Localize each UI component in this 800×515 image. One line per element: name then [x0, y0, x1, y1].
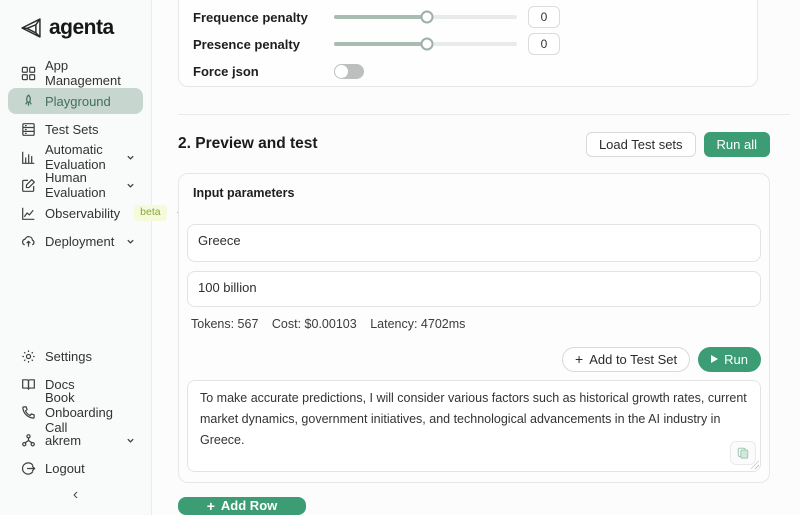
param-label: Frequence penalty	[193, 9, 308, 25]
agenta-logo-icon	[18, 15, 44, 41]
logout-icon	[21, 461, 36, 476]
rocket-icon	[21, 94, 36, 109]
investment-input[interactable]	[187, 271, 761, 307]
sidebar-item-label: Observability	[45, 205, 121, 221]
slider-fill	[334, 42, 427, 46]
sidebar-item-label: Docs	[45, 376, 75, 392]
param-label: Force json	[193, 63, 259, 79]
logo[interactable]	[8, 12, 143, 44]
param-row-presence-penalty	[193, 32, 743, 56]
country-input[interactable]	[187, 224, 761, 262]
page-title: 2. Preview and test	[178, 135, 318, 153]
appstore-icon	[21, 66, 36, 81]
section-divider	[178, 114, 790, 115]
edit-form-icon	[21, 178, 36, 193]
sidebar-item-label: Deployment	[45, 233, 115, 249]
add-row-label: Add Row	[220, 498, 278, 514]
latency-stat: Latency: 4702ms	[370, 316, 466, 331]
add-row-button[interactable]	[178, 497, 306, 515]
main-content	[152, 0, 800, 515]
run-label: Run	[724, 351, 748, 367]
line-chart-icon	[21, 206, 36, 221]
sidebar-item-label: Playground	[45, 93, 111, 109]
sidebar-item-label: App Management	[45, 58, 121, 88]
sidebar-footer	[8, 343, 143, 507]
chevron-down-icon	[126, 153, 135, 162]
frequence-penalty-value-input[interactable]: 0	[528, 6, 560, 28]
plus-icon: +	[206, 497, 215, 514]
frequence-penalty-slider[interactable]	[334, 15, 517, 19]
gear-icon	[21, 349, 36, 364]
run-all-button[interactable]: Run all	[704, 132, 770, 157]
sidebar-collapse-button[interactable]: ‹	[72, 486, 79, 503]
slider-fill	[334, 15, 427, 19]
chevron-down-icon	[126, 181, 135, 190]
cloud-upload-icon	[21, 234, 36, 249]
sidebar-item-automatic-evaluation[interactable]	[8, 144, 143, 170]
database-icon	[21, 122, 36, 137]
sidebar-item-label: Settings	[45, 348, 92, 364]
cost-stat: Cost: $0.00103	[271, 316, 357, 331]
actions-row	[187, 347, 761, 371]
logo-text: agenta	[49, 16, 114, 39]
sidebar-item-app-management[interactable]	[8, 60, 143, 86]
phone-icon	[21, 405, 36, 420]
load-test-sets-button[interactable]: Load Test sets	[586, 132, 696, 157]
add-to-test-set-button[interactable]	[562, 347, 690, 372]
sidebar-item-settings[interactable]	[8, 343, 143, 369]
toggle-knob	[335, 65, 348, 78]
sidebar-item-label: Automatic Evaluation	[45, 142, 106, 172]
sidebar-item-label: Book Onboarding Call	[45, 389, 113, 435]
chevron-down-icon	[126, 237, 135, 246]
param-label: Presence penalty	[193, 36, 300, 52]
sidebar-item-observability[interactable]	[8, 200, 161, 226]
sidebar-item-test-sets[interactable]	[8, 116, 143, 142]
presence-penalty-value-input[interactable]: 0	[528, 33, 560, 55]
plus-icon: +	[575, 351, 584, 368]
bar-chart-icon	[21, 150, 36, 165]
sidebar-item-label: Human Evaluation	[45, 170, 106, 200]
chevron-down-icon	[126, 436, 135, 445]
param-row-frequence-penalty	[193, 5, 743, 29]
sidebar	[0, 0, 161, 515]
textarea-resize-handle[interactable]	[750, 460, 759, 469]
sidebar-item-label: Logout	[45, 460, 85, 476]
slider-handle[interactable]	[421, 11, 434, 24]
sidebar-item-book-onboarding-call[interactable]	[8, 389, 143, 435]
sidebar-item-label: Test Sets	[45, 121, 99, 137]
panel-title: Input parameters	[193, 185, 295, 200]
presence-penalty-slider[interactable]	[334, 42, 517, 46]
sidebar-item-playground[interactable]	[8, 88, 143, 114]
beta-badge: beta	[134, 205, 166, 221]
model-parameters-panel	[178, 0, 758, 87]
run-stats	[191, 317, 761, 330]
input-parameters-panel	[178, 173, 770, 483]
preview-heading-row	[178, 132, 770, 157]
tokens-stat: Tokens: 567	[191, 316, 259, 331]
play-icon	[711, 355, 718, 363]
heading-buttons	[586, 132, 770, 157]
param-row-force-json	[193, 59, 743, 83]
run-button[interactable]	[698, 347, 761, 372]
force-json-toggle[interactable]	[334, 64, 364, 79]
slider-handle[interactable]	[421, 38, 434, 51]
output-container	[187, 380, 761, 472]
sidebar-item-label: akrem	[45, 432, 82, 448]
sidebar-item-deployment[interactable]	[8, 228, 143, 254]
sidebar-item-logout[interactable]	[8, 455, 143, 481]
book-icon	[21, 377, 36, 392]
sidebar-item-human-evaluation[interactable]	[8, 172, 143, 198]
model-output-textarea[interactable]	[187, 380, 761, 472]
add-to-test-set-label: Add to Test Set	[589, 351, 678, 367]
org-user-icon	[21, 433, 36, 448]
sidebar-menu	[8, 58, 161, 256]
